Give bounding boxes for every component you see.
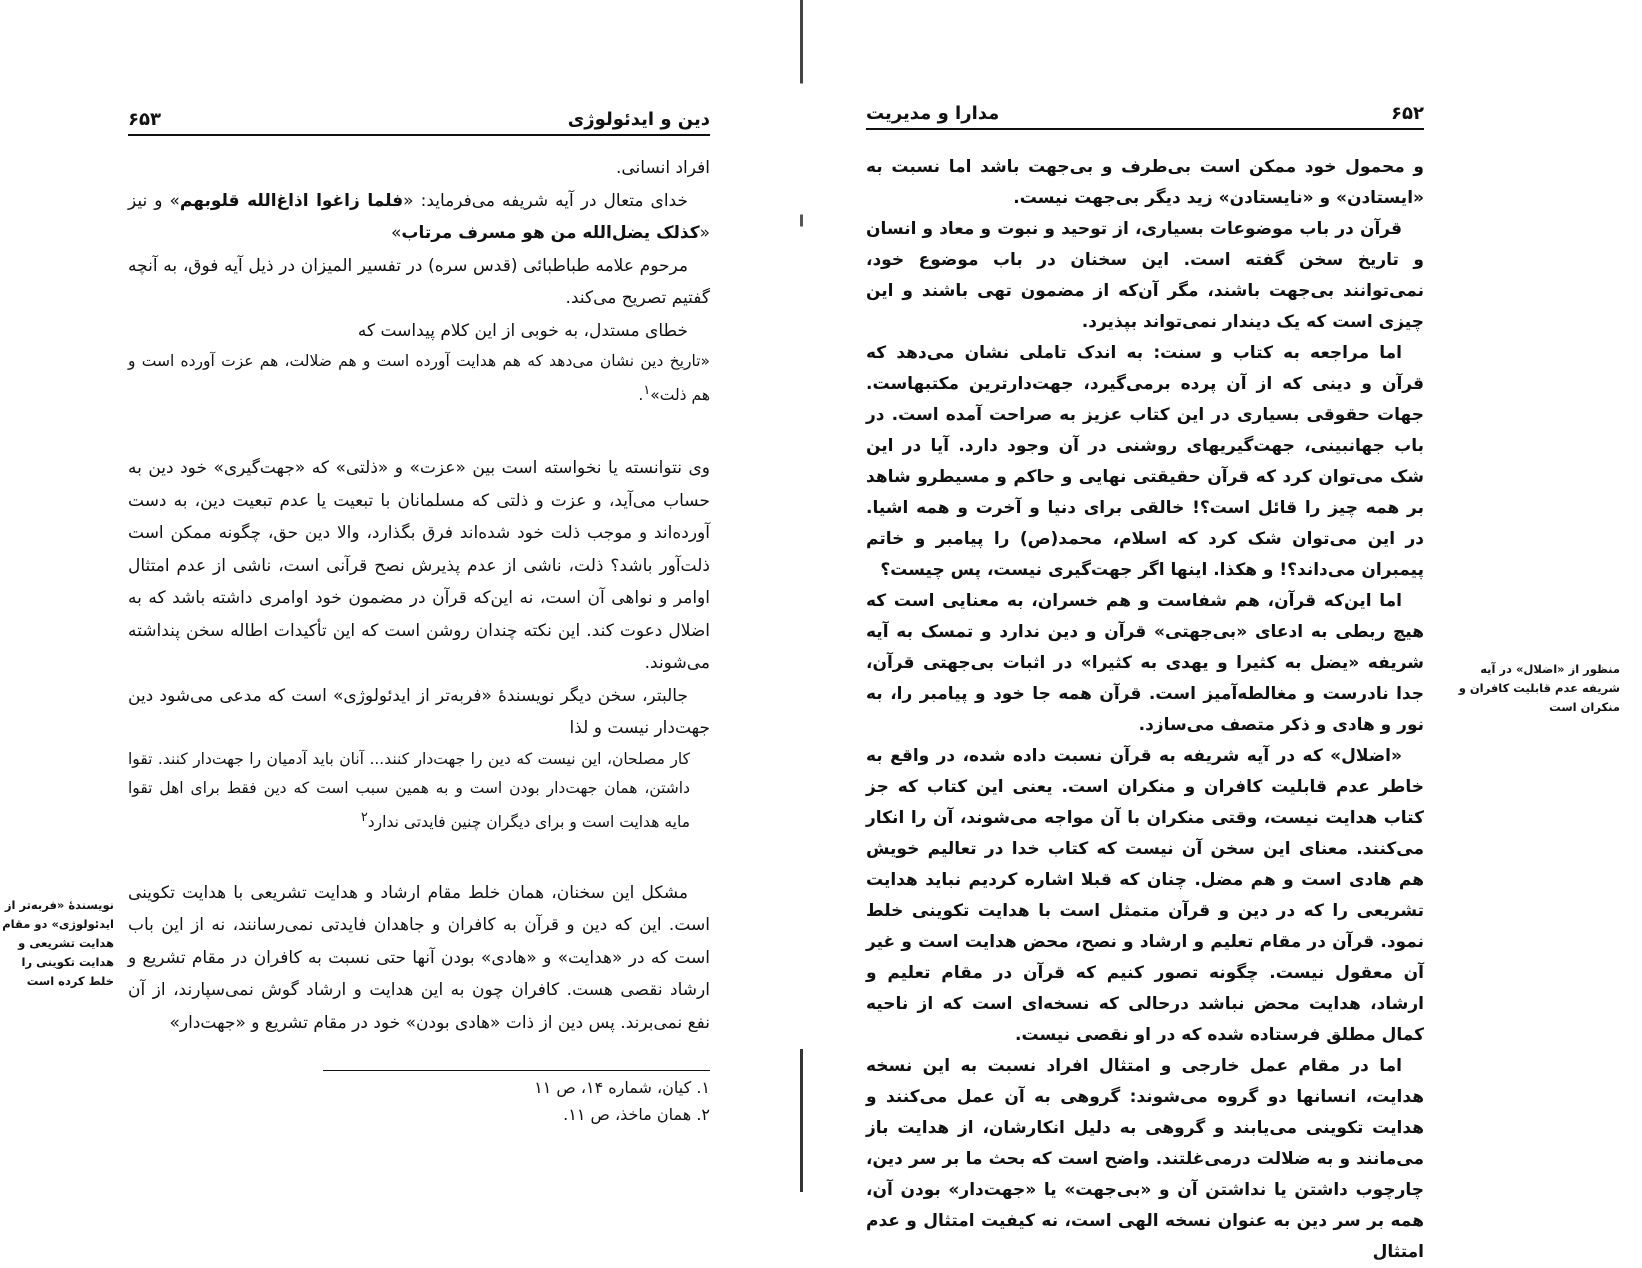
tabatabai-paragraph: مرحوم علامه طباطبائی (قدس سره) در تفسیر المیزان در ذیل آیه فوق، به آنچه گفتیم تصریح می‌کند.	[128, 255, 710, 308]
page-number: ۶۵۲	[1391, 103, 1424, 124]
body-paragraph-4: اما این‌که قرآن، هم شفاست و هم خسران، به معنایی است که هیچ ربطی به ادعای «بی‌جهتی» قرآن و دین ندارد و تمسک به آیه شریفه «یضل به کثیرا و یهدی به کثیرا» در اثبات بی‌جهتی قرآن، جدا نادرست و مغالطه‌آمیز است. قرآن همه جا خود و پیامبر را، به نور و هادی و ذکر متصف می‌سازد.	[866, 591, 1424, 735]
book-spine	[800, 0, 803, 1192]
clear-error-line: خطای مستدل، به خوبی از این کلام پیداست که	[357, 320, 688, 341]
right-page-header	[866, 90, 1424, 130]
footnote-rule	[323, 1070, 710, 1071]
body-paragraph-4: مشکل این سخنان، همان خلط مقام ارشاد و هدایت تشریعی با هدایت تکوینی است. این که دین و قرآن به کافران و جاهدان فایدتی نمی‌رسانند، نه از این باب است که در «هدایت» و «هادی» بودن آنها حتی نسبت به کافران در مقام تشریع و ارشاد نقصی هست. کافران چون به این هدایت و ارشاد گوش نمی‌سپارند، از آن نفع نمی‌برند. پس دین از ذات «هادی بودن» خود در مقام تشریع و «جهت‌دار»	[128, 882, 710, 1033]
footnote-ref-2: ۲	[360, 809, 368, 825]
page-number: ۶۵۳	[128, 109, 161, 130]
right-page-body	[866, 152, 1424, 1268]
block-quote-1: «تاریخ دین نشان می‌دهد که هم هدایت آورده است و هم ضلالت، هم عزت آورده است و هم ذلت»$^۱$.	[128, 352, 710, 405]
body-paragraph-2: وی نتوانسته یا نخواسته است بین «عزت» و «ذلتی» که «جهت‌گیری» خود دین به حساب می‌آید، و عزت و ذلتی که مسلمانان با تبعیت یا عدم تبعیت دین، به دست آورده‌اند و موجب ذلت خود شده‌اند فرق بگذارد، والا دین حق، چگونه ممکن است ذلت‌آور باشد؟ ذلت، ناشی از عدم پذیرش نصح قرآنی است، ناشی از عدم امتثال اوامر و نواهی آن است، نه این‌که قرآن در مضمون خود اوامری داشته باشد که به اضلال دعوت کند. این نکته چندان روشن است که این تأکیدات اطاله سخن پنداشته می‌شوند.	[128, 458, 710, 674]
footnotes	[128, 1074, 710, 1128]
body-paragraph-5: «اضلال» که در آیه شریفه به قرآن نسبت داده شده، در واقع به خاطر عدم قابلیت کافران و منکران است. یعنی این کتاب که جز کتاب هدایت نیست، وقتی منکران با آن مواجه می‌شوند، آن را انکار می‌کنند. معنای این سخن آن نیست که کتاب خدا در تعالیم خویش هم هادی است و هم مضل. چنان که قبلا اشاره کردیم نباید هدایت تشریعی را که در دین و قرآن متمثل است با هدایت تکوینی خلط نمود. قرآن در مقام تعلیم و ارشاد و نصح، محض هدایت است و غیر آن معقول نیست. چگونه تصور کنیم که قرآن در مقام تعلیم و ارشاد، هدایت محض نباشد درحالی که نسخه‌ای است که از ناحیه کمال مطلق فرستاده شده که در او نقصی نیست.	[866, 746, 1424, 1045]
quran-verse-2: کذلک یضل‌الله من هو مسرف مرتاب	[401, 223, 700, 243]
body-paragraph-6: اما در مقام عمل خارجی و امتثال افراد نسبت به این نسخه هدایت، انسانها دو گروه می‌شوند: گروهی به آن عمل می‌کنند و هدایت تکوینی می‌یابند و گروهی به دلیل انکارشان، از هدایت باز می‌مانند و به ضلالت درمی‌غلتند. واضح است که بحث ما بر سر دین، چارچوب داشتن یا نداشتن آن و «بی‌جهت» یا «جهت‌دار» بودن آن، همه بر سر دین به عنوان نسخه الهی است، نه کیفیت امتثال و عدم امتثال	[866, 1056, 1424, 1262]
left-page-body	[128, 152, 710, 1039]
footnote-2: ۲. همان ماخذ، ص ۱۱.	[563, 1105, 710, 1124]
right-margin-note: منظور از «اضلال» در آیه شریفه عدم قابلیت کافران و منکران است	[1458, 662, 1620, 714]
right-page	[866, 0, 1424, 1262]
body-paragraph-1: و محمول خود ممکن است بی‌طرف و بی‌جهت باشد اما نسبت به «ایستادن» و «نایستادن» زید دیگر بی‌جهت نیست.	[866, 157, 1424, 208]
footnote-ref-1: ۱	[643, 383, 651, 398]
left-page-header	[128, 96, 710, 136]
body-paragraph-3: جالبتر، سخن دیگر نویسندهٔ «فربه‌تر از ایدئولوژی» است که مدعی می‌شود دین جهت‌دار نیست و لذا	[128, 685, 710, 739]
footnote-1: ۱. کیان، شماره ۱۴، ص ۱۱	[534, 1078, 710, 1097]
running-title: مدارا و مدیریت	[866, 103, 1000, 124]
body-paragraph-3: اما مراجعه به کتاب و سنت: به اندک تاملی نشان می‌دهد که قرآن و دینی که از آن پرده برمی‌گیرد، جهت‌دارترین مکتبهاست. جهات حقوقی بسیاری در این کتاب عزیز به صراحت آمده است. در باب جهانبینی، جهت‌گیریهای روشنی در آن وجود دارد. آیا در این شک می‌توان کرد که قرآن حقیقتی نهایی و حاکم و مسیطرو شاهد بر همه چیز را قائل است؟! خالقی برای دنیا و آخرت و همه اشیا. در این می‌توان شک کرد که اسلام، محمد(ص) را پیامبر و خاتم پیمبران می‌داند؟! و هکذا. اینها اگر جهت‌گیری نیست، پس چیست؟	[866, 343, 1424, 580]
intro-line: افراد انسانی.	[615, 158, 710, 178]
left-page	[128, 0, 710, 1192]
body-paragraph-2: قرآن در باب موضوعات بسیاری، از توحید و نبوت و معاد و انسان و تاریخ سخن گفته است. این سخنان در باب موضوع خود، نمی‌توانند بی‌جهت باشند، مگر آن‌که از مضمون تهی باشند و این چیزی است که یک دیندار نمی‌تواند بپذیرد.	[866, 219, 1424, 332]
block-quote-2: کار مصلحان، این نیست که دین را جهت‌دار کنند... آنان باید آدمیان را جهت‌دار کنند. تقوا داشتن، همان جهت‌دار بودن است و به همین سبب است که دین فقط برای اهل تقوا مایه هدایت است و برای دیگران چنین فایدتی ندارد$^۲$	[128, 749, 690, 831]
quran-verse-1: فلما زاغوا اذاغ‌الله قلوبهم	[179, 190, 404, 211]
running-title: دین و ایدئولوژی	[567, 109, 710, 130]
verse-paragraph: خدای متعال در آیه شریفه می‌فرماید: «فلما زاغوا اذاغ‌الله قلوبهم» و نیز «کذلک یضل‌الله من هو مسرف مرتاب»	[128, 190, 710, 243]
left-margin-note: نویسندهٔ «فربه‌تر از ایدئولوژی» دو مقام هدایت تشریعی و هدایت تکوینی را خلط کرده است	[2, 898, 114, 988]
